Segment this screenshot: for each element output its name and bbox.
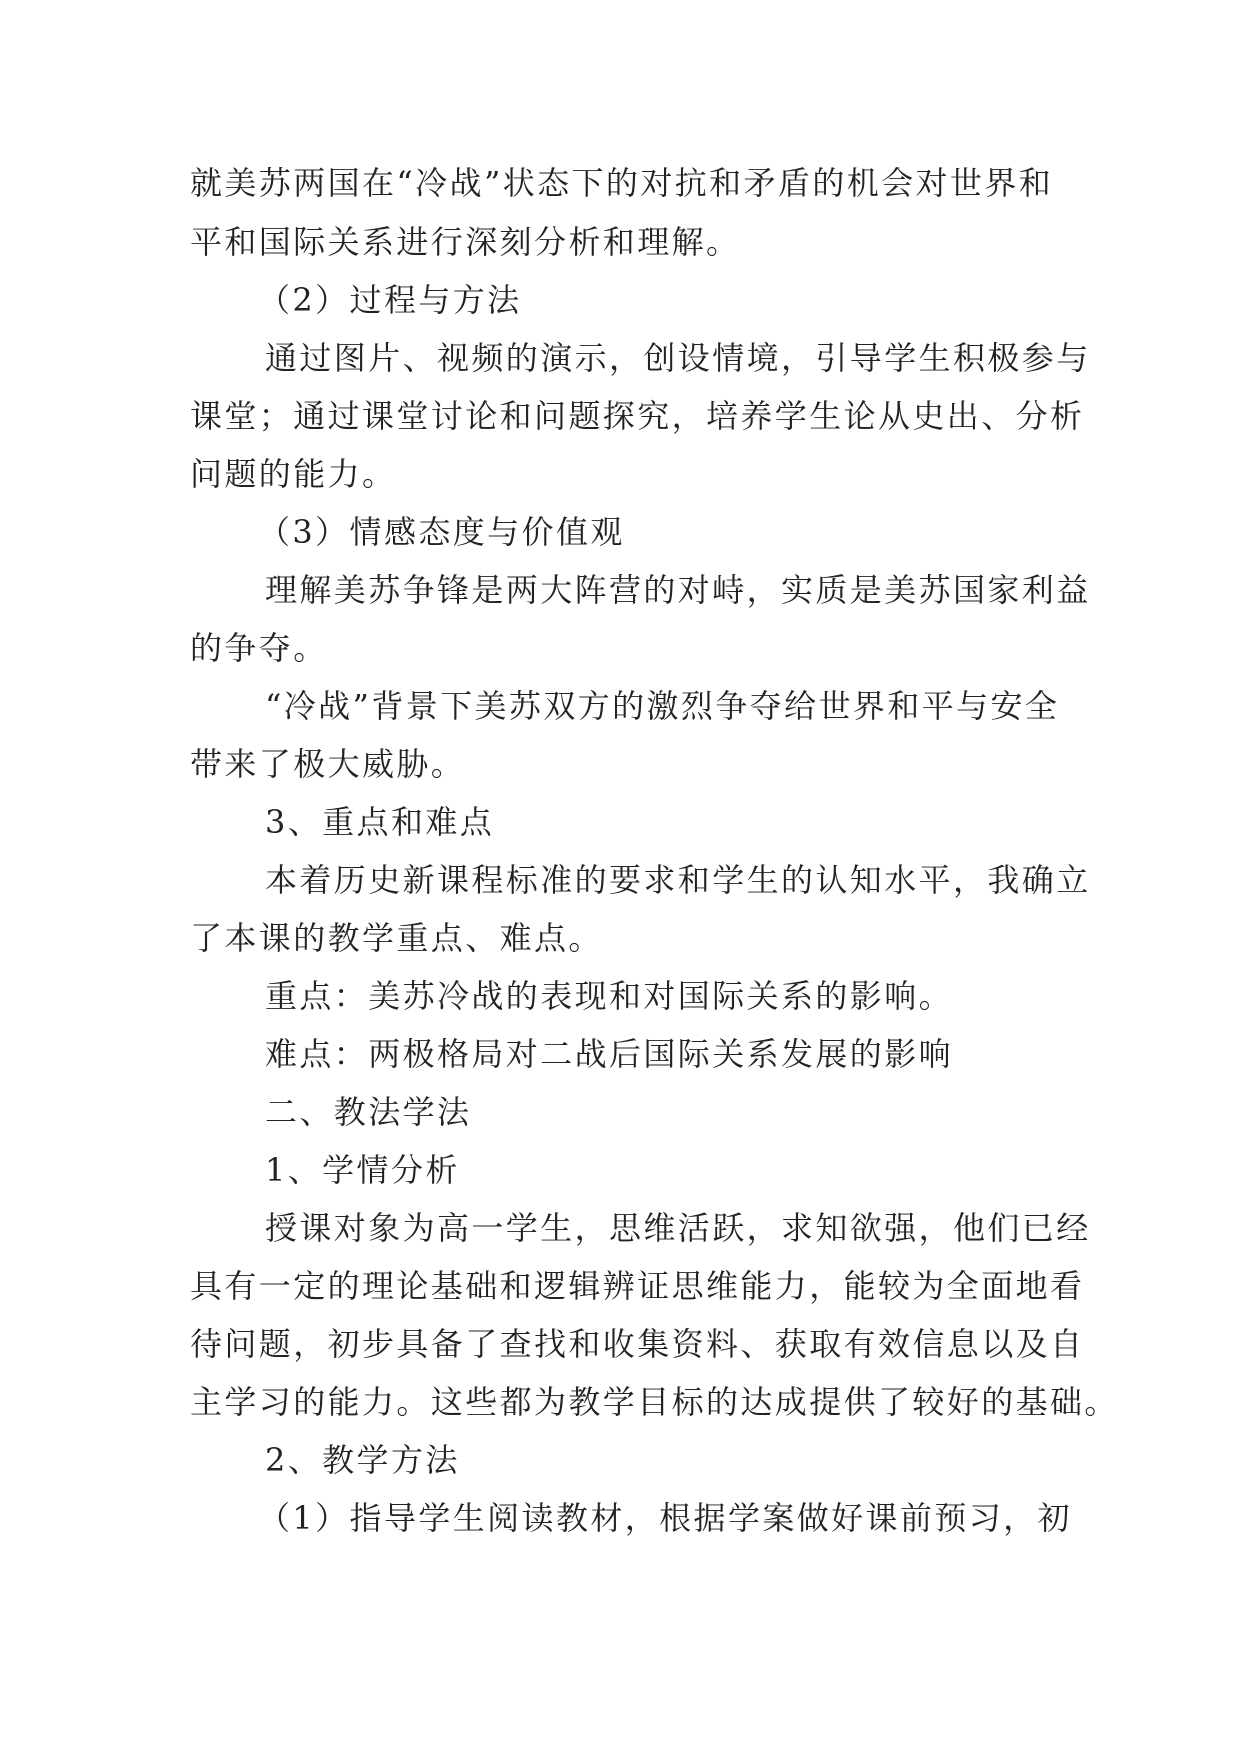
text-line: 的争夺。 xyxy=(190,629,328,667)
text-line: “冷战”背景下美苏双方的激烈争夺给世界和平与安全 xyxy=(265,687,1060,725)
text-line: 待问题，初步具备了查找和收集资料、获取有效信息以及自 xyxy=(190,1325,1085,1363)
section-heading: 二、教法学法 xyxy=(265,1093,472,1131)
section-heading: 2、教学方法 xyxy=(265,1441,460,1479)
text-line: 理解美苏争锋是两大阵营的对峙，实质是美苏国家利益 xyxy=(265,571,1091,609)
text-line: 了本课的教学重点、难点。 xyxy=(190,919,603,957)
text-line: 本着历史新课程标准的要求和学生的认知水平，我确立 xyxy=(265,861,1091,899)
section-heading: （3）情感态度与价值观 xyxy=(258,513,625,551)
section-heading: 3、重点和难点 xyxy=(265,803,495,841)
text-line: （1）指导学生阅读教材，根据学案做好课前预习，初 xyxy=(258,1499,1072,1537)
text-line: 带来了极大威胁。 xyxy=(190,745,466,783)
text-line: 具有一定的理论基础和逻辑辨证思维能力，能较为全面地看 xyxy=(190,1267,1085,1305)
text-line: 授课对象为高一学生，思维活跃，求知欲强，他们已经 xyxy=(265,1209,1091,1247)
text-line: 就美苏两国在“冷战”状态下的对抗和矛盾的机会对世界和 xyxy=(190,164,1054,202)
text-line: 难点：两极格局对二战后国际关系发展的影响 xyxy=(265,1035,954,1073)
text-line: 问题的能力。 xyxy=(190,455,397,493)
text-line: 通过图片、视频的演示，创设情境，引导学生积极参与 xyxy=(265,339,1091,377)
text-line: 平和国际关系进行深刻分析和理解。 xyxy=(190,223,741,261)
text-line: 重点：美苏冷战的表现和对国际关系的影响。 xyxy=(265,977,954,1015)
text-line: 课堂；通过课堂讨论和问题探究，培养学生论从史出、分析 xyxy=(190,397,1085,435)
text-line: 主学习的能力。这些都为教学目标的达成提供了较好的基础。 xyxy=(190,1383,1119,1421)
section-heading: 1、学情分析 xyxy=(265,1151,460,1189)
section-heading: （2）过程与方法 xyxy=(258,281,522,319)
